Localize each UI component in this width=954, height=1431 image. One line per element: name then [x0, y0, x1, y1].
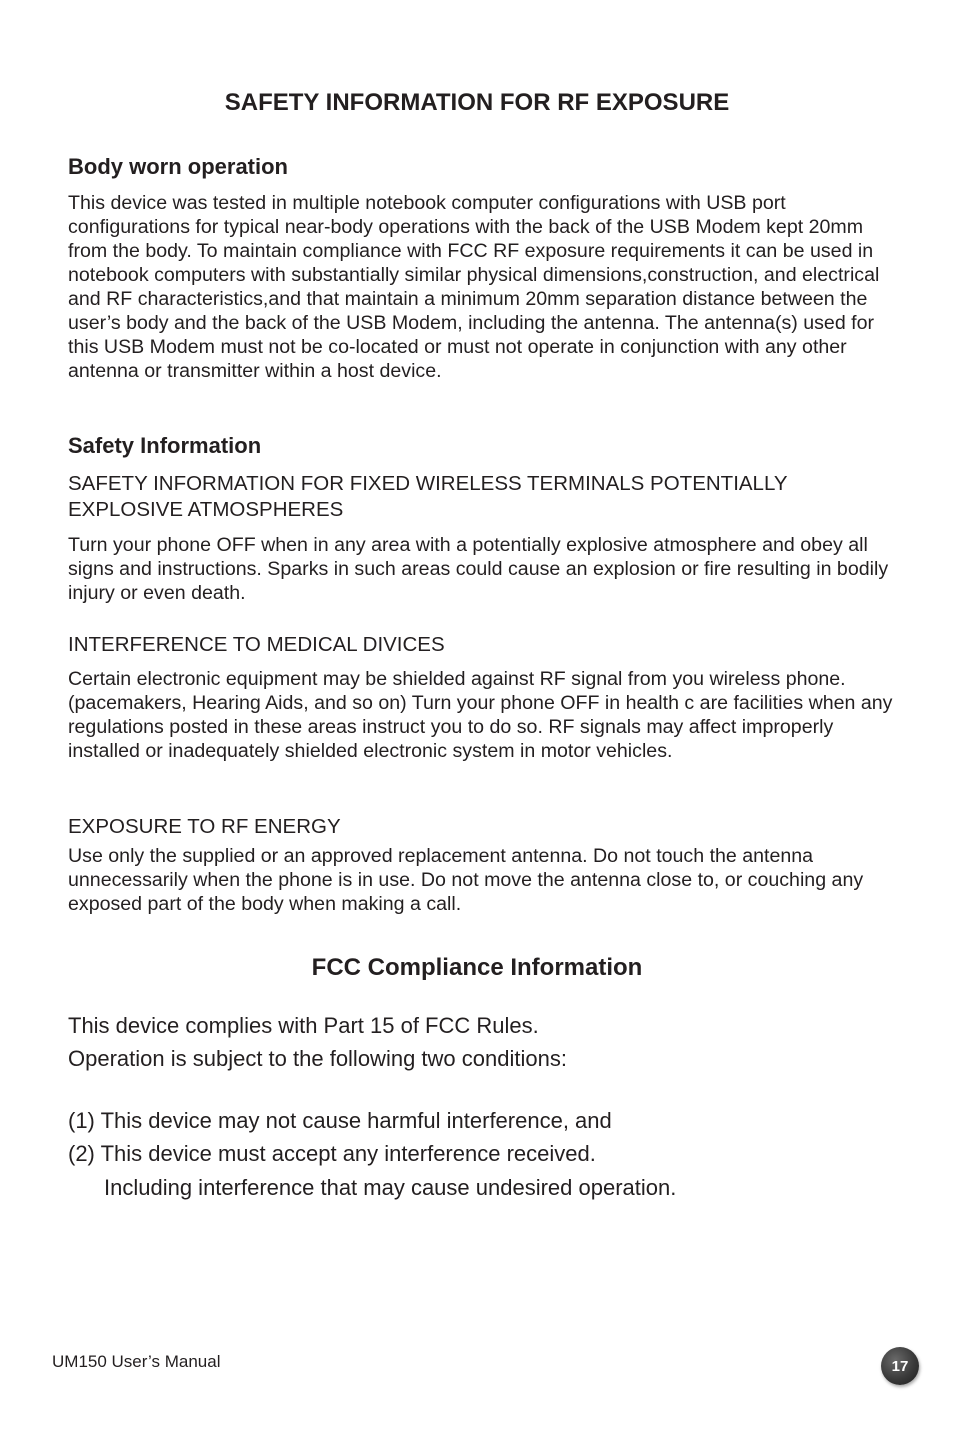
rf-energy-title: EXPOSURE TO RF ENERGY — [68, 815, 341, 838]
rf-energy-text: Use only the supplied or an approved replacement antenna. Do not touch the antenna unnecessarily when the phone is in use. Do not move the antenna close to, or couching any exposed part of the body when making a call. — [68, 845, 864, 915]
page-title: SAFETY INFORMATION FOR RF EXPOSURE — [224, 89, 730, 116]
fcc-statement-line1: This device complies with Part 15 of FCC Rules. — [68, 1013, 539, 1038]
page-number-badge — [881, 1347, 919, 1385]
body-worn-text: This device was tested in multiple notebook computer configurations with USB port configurations for typical near-body operations with the back of the USB Modem kept 20mm from the body. To maintain compliance with FCC RF exposure requirements it can be used in notebook computers with substantially similar physical dimensions,construction, and electrical and RF characteristics,and that maintain a minimum 20mm separation distance between the user’s body and the back of the USB Modem, including the antenna. The antenna(s) used for this USB Modem must not be co-located or must not operate in conjunction with any other antenna or transmitter within a host device. — [68, 192, 880, 382]
fcc-condition-2-continued: Including interference that may cause undesired operation. — [104, 1175, 677, 1200]
safety-information-heading: Safety Information — [68, 433, 262, 458]
fcc-condition-1: (1) This device may not cause harmful interference, and — [68, 1108, 612, 1133]
medical-devices-title: INTERFERENCE TO MEDICAL DIVICES — [68, 633, 445, 656]
fcc-title: FCC Compliance Information — [311, 954, 643, 981]
fixed-terminals-title: SAFETY INFORMATION FOR FIXED WIRELESS TERMINALS POTENTIALLY EXPLOSIVE ATMOSPHERES — [68, 472, 788, 521]
fcc-condition-2: (2) This device must accept any interference received. — [68, 1141, 596, 1166]
page-number: 17 — [891, 1357, 909, 1375]
manual-name: UM150 User’s Manual — [52, 1352, 221, 1371]
fixed-terminals-text: Turn your phone OFF when in any area with a potentially explosive atmosphere and obey all signs and instructions. Sparks in such areas could cause an explosion or fire resulting in bodily injury or even death. — [68, 534, 889, 604]
body-worn-heading: Body worn operation — [68, 154, 288, 179]
medical-devices-text: Certain electronic equipment may be shielded against RF signal from you wireless phone. (pacemakers, Hearing Aids, and so on) Turn your phone OFF in health c are facilities when any regulations posted in these areas instruct you to do so. RF signals may affect improperly installed or inadequately shielded electronic system in motor vehicles. — [68, 668, 893, 762]
fcc-statement-line2: Operation is subject to the following two conditions: — [68, 1046, 567, 1071]
